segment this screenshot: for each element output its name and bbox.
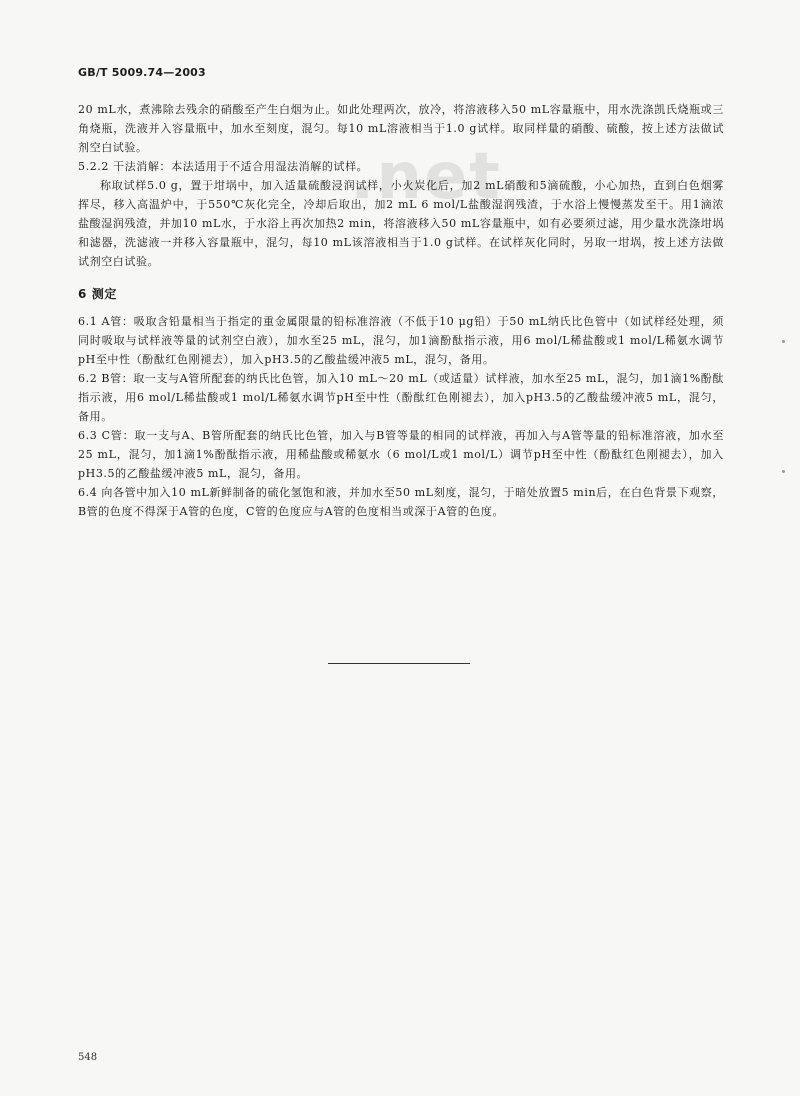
paragraph-6-3: 6.3 C管：取一支与A、B管所配套的纳氏比色管，加入与B管等量的相同的试样液，再加入与A管等量的铅标准溶液，加水至25 mL，混匀，加1滴1%酚酞指示液，用稀盐酸或稀氨水（6 mol/L或1 mol/L）调节pH至中性（酚酞红色刚褪去），加入pH3.5的乙酸盐缓冲液5 mL，混匀，备用。 <box>78 429 724 480</box>
paragraph-6-1: 6.1 A管：吸取含铅量相当于指定的重金属限量的铅标准溶液（不低于10 μg铅）于50 mL纳氏比色管中（如试样经处理，须同时吸取与试样液等量的试剂空白液），加水至25 mL，混匀，加1滴酚酞指示液，用6 mol/L稀盐酸或1 mol/L稀氨水调节pH至中性（酚酞红色刚褪去），加入pH3.5的乙酸盐缓冲液5 mL，混匀，备用。 <box>78 315 724 366</box>
scan-artifact-dot <box>782 340 785 343</box>
paragraph-digestion-continued: 20 mL水，煮沸除去残余的硝酸至产生白烟为止。如此处理两次，放冷，将溶液移入50 mL容量瓶中，用水洗涤凯氏烧瓶或三角烧瓶，洗液并入容量瓶中，加水至刻度，混匀。每10 mL溶液相当于1.0 g试样。取同样量的硝酸、硫酸，按上述方法做试剂空白试验。 <box>78 103 724 154</box>
document-body <box>78 100 724 521</box>
standard-code-header: GB/T 5009.74—2003 <box>78 66 206 79</box>
paragraph-6-4: 6.4 向各管中加入10 mL新鲜制备的硫化氢饱和液，并加水至50 mL刻度，混匀，于暗处放置5 min后，在白色背景下观察，B管的色度不得深于A管的色度，C管的色度应与A管的色度相当或深于A管的色度。 <box>78 486 724 518</box>
scan-artifact-dot <box>782 470 785 473</box>
watermark: .net <box>350 140 502 214</box>
section-6-title: 6 测定 <box>78 287 117 301</box>
end-of-document-rule <box>328 663 470 664</box>
paragraph-6-2: 6.2 B管：取一支与A管所配套的纳氏比色管，加入10 mL～20 mL（或适量）试样液，加水至25 mL，混匀，加1滴1%酚酞指示液，用6 mol/L稀盐酸或1 mol/L稀氨水调节pH至中性（酚酞红色刚褪去），加入pH3.5的乙酸盐缓冲液5 mL，混匀，备用。 <box>78 372 724 423</box>
subsection-5-2-2: 5.2.2 干法消解：本法适用于不适合用湿法消解的试样。 <box>78 160 369 173</box>
page-number: 548 <box>78 1052 98 1063</box>
paragraph-dry-ashing: 称取试样5.0 g，置于坩埚中，加入适量硫酸浸润试样，小火炭化后，加2 mL硝酸和5滴硫酸，小心加热，直到白色烟雾挥尽，移入高温炉中，于550℃灰化完全，冷却后取出，加2 mL 6 mol/L盐酸湿润残渣，于水浴上慢慢蒸发至干。用1滴浓盐酸湿润残渣，并加10 mL水，于水浴上再次加热2 min，将溶液移入50 mL容量瓶中，如有必要须过滤，用少量水洗涤坩埚和滤器，洗滤液一并移入容量瓶中，混匀，每10 mL该溶液相当于1.0 g试样。在试样灰化同时，另取一坩埚，按上述方法做试剂空白试验。 <box>78 179 724 268</box>
